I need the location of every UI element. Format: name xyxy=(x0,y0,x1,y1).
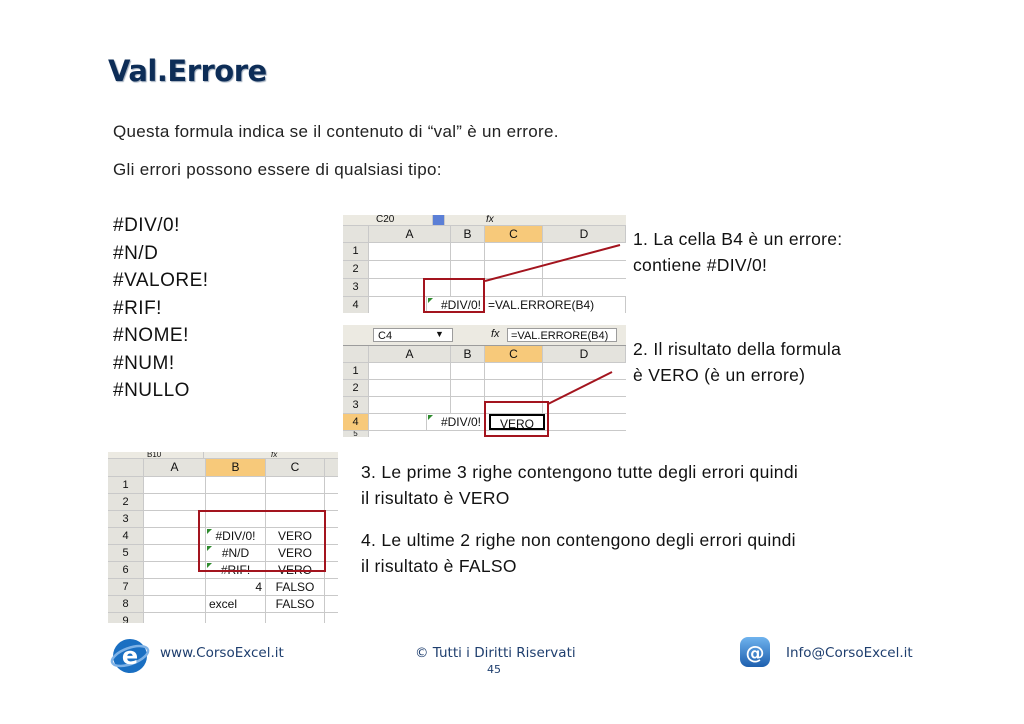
row-header[interactable]: 3 xyxy=(108,511,144,527)
column-header[interactable]: C xyxy=(485,226,543,242)
note-3-line-2: il risultato è VERO xyxy=(361,488,510,508)
cell-b4[interactable]: #DIV/0! xyxy=(427,297,485,313)
row-header[interactable]: 2 xyxy=(343,380,369,396)
cell-b[interactable]: 4 xyxy=(206,579,266,595)
site-logo-icon[interactable] xyxy=(110,636,150,676)
row-header[interactable]: 1 xyxy=(343,363,369,379)
note-2-line-1: 2. Il risultato della formula xyxy=(633,339,842,359)
cell-b[interactable]: #DIV/0! xyxy=(206,528,266,544)
row-header[interactable]: 4 xyxy=(108,528,144,544)
fx-icon: fx xyxy=(271,452,278,458)
column-header[interactable]: B xyxy=(206,459,266,476)
column-header[interactable]: D xyxy=(543,346,626,362)
error-item: #N/D xyxy=(113,242,159,264)
cell-c[interactable]: VERO xyxy=(266,545,325,561)
column-header[interactable]: A xyxy=(369,346,451,362)
cell-c[interactable]: VERO xyxy=(266,562,325,578)
cell-b[interactable]: #N/D xyxy=(206,545,266,561)
row-header[interactable]: 3 xyxy=(343,279,369,296)
fx-icon: fx xyxy=(491,328,500,340)
name-box[interactable]: C4 xyxy=(373,328,453,342)
note-1-line-2: contiene #DIV/0! xyxy=(633,255,768,275)
column-header[interactable]: A xyxy=(144,459,206,476)
row-header[interactable]: 5 xyxy=(343,431,369,437)
note-1-line-1: 1. La cella B4 è un errore: xyxy=(633,229,843,249)
row-header[interactable]: 7 xyxy=(108,579,144,595)
note-2 xyxy=(633,336,841,388)
cell-b4[interactable]: #DIV/0! xyxy=(427,414,485,430)
note-4 xyxy=(361,527,796,579)
row-header[interactable]: 1 xyxy=(343,243,369,260)
cell-b[interactable]: excel xyxy=(206,596,266,612)
email-icon[interactable] xyxy=(738,635,772,669)
svg-text:@: @ xyxy=(745,642,765,664)
email-link[interactable]: Info@CorsoExcel.it xyxy=(786,645,913,661)
note-3 xyxy=(361,459,798,511)
cell-c[interactable]: VERO xyxy=(266,528,325,544)
page-number: 45 xyxy=(487,663,501,676)
svg-text:e: e xyxy=(121,642,139,670)
row-header[interactable]: 8 xyxy=(108,596,144,612)
name-box-dropdown-icon[interactable]: ▼ xyxy=(435,329,444,339)
error-item: #DIV/0! xyxy=(113,215,180,236)
connector-line-2 xyxy=(548,372,612,404)
site-link[interactable]: www.CorsoExcel.it xyxy=(160,645,284,661)
row-header[interactable]: 4 xyxy=(343,414,369,430)
cell-c4-formula[interactable]: =VAL.ERRORE(B4) xyxy=(485,297,626,313)
error-item: #VALORE! xyxy=(113,270,209,291)
cell-c4-result[interactable]: VERO xyxy=(489,414,545,430)
row-header[interactable]: 3 xyxy=(343,397,369,413)
copyright-text: © Tutti i Diritti Riservati xyxy=(415,645,576,661)
connector-line-1 xyxy=(485,245,620,281)
fx-icon: fx xyxy=(486,215,494,225)
cell-c[interactable]: FALSO xyxy=(266,579,325,595)
note-1 xyxy=(633,226,842,278)
error-item: #RIF! xyxy=(113,297,162,319)
column-header[interactable]: A xyxy=(369,226,451,242)
row-header[interactable]: 9 xyxy=(108,613,144,623)
name-box[interactable]: B10 xyxy=(144,452,204,458)
intro-text-2: Gli errori possono essere di qualsiasi tipo: xyxy=(113,160,442,179)
cell-b[interactable]: #RIF! xyxy=(206,562,266,578)
column-header[interactable]: B xyxy=(451,226,485,242)
column-header[interactable]: C xyxy=(485,346,543,362)
column-header[interactable]: B xyxy=(451,346,485,362)
page-title: Val.Errore xyxy=(108,54,267,88)
row-header[interactable]: 4 xyxy=(343,297,369,313)
name-box[interactable]: C20 xyxy=(373,215,433,225)
row-header[interactable]: 2 xyxy=(343,261,369,278)
note-4-line-2: il risultato è FALSO xyxy=(361,556,517,576)
error-item: #NOME! xyxy=(113,325,189,346)
row-header[interactable]: 2 xyxy=(108,494,144,510)
error-item: #NULLO xyxy=(113,380,190,401)
note-3-line-1: 3. Le prime 3 righe contengono tutte degli errori quindi xyxy=(361,462,799,482)
row-header[interactable]: 5 xyxy=(108,545,144,561)
note-2-line-2: è VERO (è un errore) xyxy=(633,365,806,385)
formula-input[interactable]: =VAL.ERRORE(B4) xyxy=(507,328,617,342)
column-header[interactable]: C xyxy=(266,459,325,476)
intro-text: Questa formula indica se il contenuto di “val” è un errore. xyxy=(113,122,559,141)
row-header[interactable]: 6 xyxy=(108,562,144,578)
note-4-line-1: 4. Le ultime 2 righe non contengono degli errori quindi xyxy=(361,530,796,550)
cell-c[interactable]: FALSO xyxy=(266,596,325,612)
error-item: #NUM! xyxy=(113,352,175,374)
row-header[interactable]: 1 xyxy=(108,477,144,493)
column-header[interactable]: D xyxy=(543,226,626,242)
